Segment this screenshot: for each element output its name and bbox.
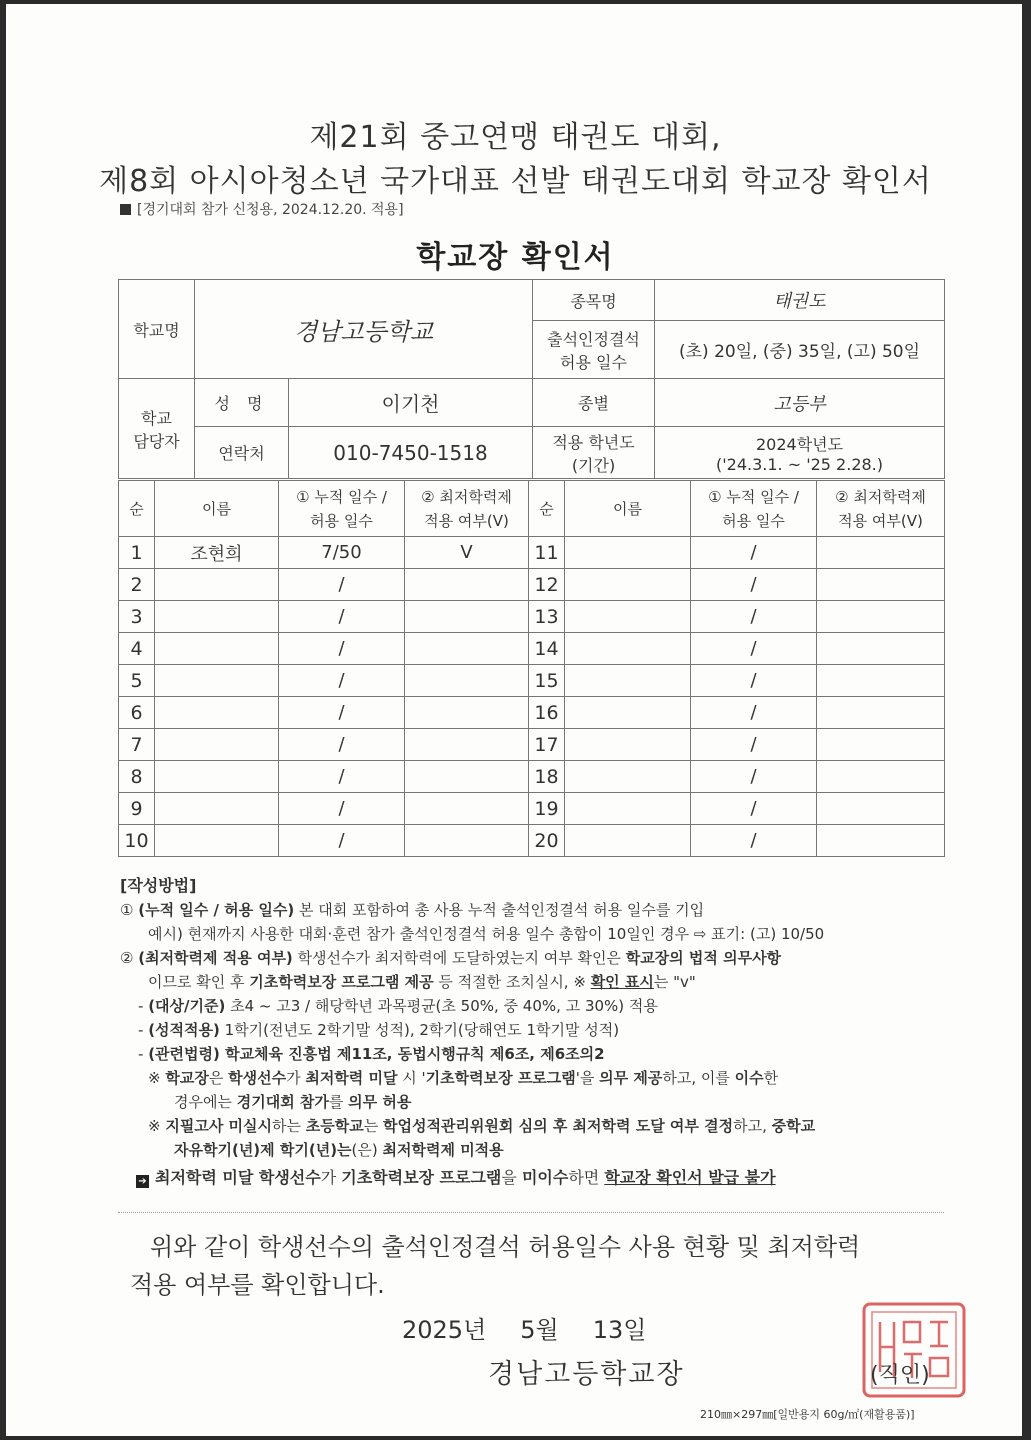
g-l8f: 최저학력 미달: [305, 1069, 398, 1087]
event-label: 종목명: [533, 280, 655, 321]
row-check: [405, 793, 529, 825]
row-days: /: [691, 729, 817, 761]
g-l11c: 최저학력제 미적용: [382, 1141, 504, 1159]
row-name: [565, 569, 691, 601]
writing-guide: [120, 874, 950, 1190]
row-days: 7/50: [279, 537, 405, 569]
row-name: [565, 729, 691, 761]
col-min-line1: ② 최저학력제: [421, 487, 512, 506]
school-label: 학교명: [119, 280, 195, 379]
row-check: [817, 793, 945, 825]
g-l10f: 학업성적관리위원회 심의 후 최저학력 도달 여부 결정: [382, 1117, 734, 1135]
row-no: 6: [119, 697, 155, 729]
g-l4d: 확인 표시: [590, 973, 654, 991]
row-days: /: [279, 697, 405, 729]
g-l8k: 하고, 이를: [662, 1069, 735, 1087]
row-no: 2: [119, 569, 155, 601]
col-min-line2: 적용 여부(V): [424, 511, 509, 530]
col-min: [405, 481, 529, 537]
confirmation-statement: [130, 1228, 950, 1304]
row-no: 7: [119, 729, 155, 761]
g-l12g: 학교장 확인서 발급 불가: [604, 1168, 776, 1187]
school-head: 경남고등학교장: [488, 1359, 685, 1390]
col-min-right: [817, 481, 945, 537]
row-check: [817, 697, 945, 729]
g-l3d: 학교장의 법적 의무사항: [625, 949, 782, 967]
row-days: /: [691, 665, 817, 697]
row-name: [155, 761, 279, 793]
row-no: 15: [529, 665, 565, 697]
row-check: [817, 537, 945, 569]
row-name: [155, 633, 279, 665]
g-l11b: (은): [351, 1141, 383, 1159]
g-l4b: 기초학력보장 프로그램 제공: [249, 973, 434, 991]
date-year: 2025년: [402, 1316, 487, 1344]
row-check: [405, 633, 529, 665]
row-no: 16: [529, 697, 565, 729]
row-name: [565, 537, 691, 569]
g-l5a: -: [138, 997, 149, 1015]
name-label: 성 명: [195, 379, 289, 427]
square-bullet-icon: [120, 204, 131, 215]
g-l12e: 미이수: [521, 1168, 569, 1187]
g-l9b: 경기대회 참가: [236, 1093, 329, 1111]
row-name: [155, 825, 279, 857]
absence-label-line1: 출석인정결석: [547, 329, 640, 349]
row-check: [405, 761, 529, 793]
g-l1b: (누적 일수 / 허용 일수): [138, 901, 295, 919]
g-l12f: 하면: [568, 1168, 605, 1187]
g-l10c: 하는: [272, 1117, 306, 1135]
g-l10d: 초등학교: [305, 1117, 364, 1135]
g-l11a: 자유학기(년)제 학기(년)는: [174, 1141, 352, 1159]
g-l10h: 중학교: [771, 1117, 816, 1135]
row-no: 8: [119, 761, 155, 793]
row-name: [565, 825, 691, 857]
row-check: [405, 665, 529, 697]
g-l8m: 한: [763, 1069, 779, 1087]
row-no: 1: [119, 537, 155, 569]
title-line-2: 제8회 아시아청소년 국가대표 선발 태권도대회 학교장 확인서: [99, 164, 932, 199]
row-name: [565, 793, 691, 825]
table-row: [119, 825, 945, 857]
paper-spec: 210㎜×297㎜[일반용지 60g/㎡(재활용품)]: [700, 1408, 915, 1421]
g-l5c: 초4 ~ 고3 / 해당학년 과목평균(초 50%, 중 40%, 고 30%) 적용: [225, 997, 658, 1015]
confirm-line-2: 적용 여부를 확인합니다.: [130, 1271, 385, 1299]
year-label-line2: (기간): [571, 455, 616, 475]
confirm-line-1: 위와 같이 학생선수의 출석인정결석 허용일수 사용 현황 및 최저학력: [150, 1233, 861, 1261]
contact-label: 연락처: [195, 427, 289, 479]
g-l3c: 학생선수가 최저학력에 도달하였는지 여부 확인은: [292, 949, 626, 967]
guide-law: [120, 1042, 950, 1066]
row-name: 조현희: [155, 537, 279, 569]
guide-note-2: [120, 1114, 950, 1138]
g-l4c: 등 적절한 조치실시, ※: [433, 973, 591, 991]
g-l5b: (대상/기준): [148, 997, 226, 1015]
manager-label: [119, 379, 195, 479]
col-name-right: 이름: [565, 481, 691, 537]
col-no: 순: [119, 481, 155, 537]
row-check: [817, 825, 945, 857]
row-days: /: [691, 537, 817, 569]
year-label-line1: 적용 학년도: [552, 432, 635, 452]
row-name: [155, 793, 279, 825]
col-days: [279, 481, 405, 537]
g-l4a: 이므로 확인 후: [148, 973, 250, 991]
row-check: [817, 601, 945, 633]
row-no: 20: [529, 825, 565, 857]
row-check: [817, 761, 945, 793]
row-check: [817, 665, 945, 697]
row-days: /: [691, 761, 817, 793]
title-line-1: 제21회 중고연맹 태권도 대회,: [309, 120, 722, 155]
col-days-right-line2: 허용 일수: [722, 511, 785, 530]
row-name: [565, 665, 691, 697]
table-row: [119, 761, 945, 793]
manager-label-line1: 학교: [141, 408, 172, 428]
g-l8i: '을: [575, 1069, 600, 1087]
school-name: 경남고등학교: [195, 280, 533, 379]
g-l8g: 시 ': [397, 1069, 426, 1087]
guide-example: 예시) 현재까지 사용한 대회·훈련 참가 출석인정결석 허용 일수 총합이 10일인 경우 ⇨ 표기: (고) 10/50: [148, 925, 825, 943]
row-days: /: [691, 825, 817, 857]
division-value: 고등부: [655, 379, 945, 427]
g-l10e: 는: [363, 1117, 383, 1135]
divider: [118, 1212, 944, 1213]
row-name: [565, 761, 691, 793]
g-l7b: (관련법령) 학교체육 진흥법 제11조, 동법시행규칙 제6조, 제6조의2: [148, 1045, 605, 1063]
table-row: [119, 601, 945, 633]
name-value: 이기천: [289, 379, 533, 427]
row-no: 17: [529, 729, 565, 761]
row-name: [155, 729, 279, 761]
year-value-line1: 2024학년도: [755, 434, 844, 454]
row-no: 10: [119, 825, 155, 857]
document-title: 학교장 확인서: [416, 240, 615, 275]
event-value: 태권도: [655, 280, 945, 321]
row-days: /: [279, 729, 405, 761]
roster-table: [118, 480, 945, 857]
absence-label-line2: 허용 일수: [560, 352, 627, 372]
g-l9c: 를: [328, 1093, 349, 1111]
g-l10a: ※: [148, 1117, 166, 1135]
g-l7a: -: [138, 1045, 149, 1063]
year-value: [655, 427, 945, 479]
row-days: /: [691, 569, 817, 601]
g-l12c: 기초학력보장 프로그램: [341, 1168, 502, 1187]
row-no: 3: [119, 601, 155, 633]
g-l3a: ②: [120, 949, 139, 967]
row-name: [565, 697, 691, 729]
table-row: [119, 569, 945, 601]
row-no: 18: [529, 761, 565, 793]
row-name: [565, 601, 691, 633]
division-label: 종별: [533, 379, 655, 427]
col-days-right: [691, 481, 817, 537]
row-no: 19: [529, 793, 565, 825]
g-l9d: 의무 허용: [348, 1093, 412, 1111]
g-l8d: 학생선수: [228, 1069, 287, 1087]
row-days: /: [279, 569, 405, 601]
g-l8l: 이수: [734, 1069, 764, 1087]
g-l8h: 기초학력보장 프로그램: [425, 1069, 576, 1087]
guide-item-2: [120, 946, 950, 970]
row-days: /: [279, 793, 405, 825]
note-text: [경기대회 참가 신청용, 2024.12.20. 적용]: [137, 202, 404, 218]
row-days: /: [279, 761, 405, 793]
row-no: 12: [529, 569, 565, 601]
table-row: [119, 633, 945, 665]
col-min-right-line1: ② 최저학력제: [835, 487, 926, 506]
row-name: [155, 601, 279, 633]
manager-label-line2: 담당자: [133, 431, 180, 451]
date-month: 5월: [520, 1316, 559, 1344]
contact-value: 010-7450-1518: [289, 427, 533, 479]
g-l8b: 학교장: [165, 1069, 209, 1087]
row-no: 4: [119, 633, 155, 665]
g-l12a: 최저학력 미달 학생선수: [155, 1168, 321, 1187]
row-check: [817, 633, 945, 665]
g-l4e: 는 "v": [653, 973, 696, 991]
g-l8j: 의무 제공: [599, 1069, 663, 1087]
seal-label: (직인): [870, 1363, 930, 1388]
guide-warning: [120, 1166, 950, 1190]
g-l6c: 1학기(전년도 2학기말 성적), 2학기(당해연도 1학기말 성적): [219, 1021, 620, 1039]
absence-label: [533, 321, 655, 379]
g-l1a: ①: [120, 901, 139, 919]
row-days: /: [279, 825, 405, 857]
guide-note-1: [120, 1066, 950, 1090]
g-l8e: 가: [286, 1069, 306, 1087]
table-row: [119, 697, 945, 729]
col-days-line1: ① 누적 일수 /: [296, 487, 387, 506]
row-days: /: [279, 633, 405, 665]
col-no-right: 순: [529, 481, 565, 537]
row-name: [565, 633, 691, 665]
row-check: [405, 729, 529, 761]
row-check: [405, 697, 529, 729]
row-name: [155, 569, 279, 601]
table-row: [119, 793, 945, 825]
g-l6b: (성적적용): [148, 1021, 220, 1039]
col-days-right-line1: ① 누적 일수 /: [708, 487, 799, 506]
table-row: [119, 729, 945, 761]
guide-grades: [120, 1018, 950, 1042]
row-days: /: [691, 633, 817, 665]
guide-item-1: [120, 898, 950, 922]
row-days: /: [691, 793, 817, 825]
year-label: [533, 427, 655, 479]
row-days: /: [279, 601, 405, 633]
guide-target: [120, 994, 950, 1018]
g-l10b: 지필고사 미실시: [165, 1117, 272, 1135]
guide-note-2-cont: [120, 1138, 950, 1162]
row-days: /: [279, 665, 405, 697]
row-check: [817, 729, 945, 761]
year-value-line2: ('24.3.1. ~ '25 2.28.): [716, 454, 884, 474]
row-no: 9: [119, 793, 155, 825]
g-l8a: ※: [148, 1069, 166, 1087]
g-l1c: 본 대회 포함하여 총 사용 누적 출석인정결석 허용 일수를 기입: [294, 901, 705, 919]
g-l12d: 을: [501, 1168, 522, 1187]
guide-note-1-cont: [120, 1090, 950, 1114]
col-min-right-line2: 적용 여부(V): [838, 511, 923, 530]
row-name: [155, 697, 279, 729]
guide-item-2-cont: [120, 970, 950, 994]
row-check: [817, 569, 945, 601]
row-check: V: [405, 537, 529, 569]
row-check: [405, 569, 529, 601]
row-no: 11: [529, 537, 565, 569]
row-no: 13: [529, 601, 565, 633]
g-l8c: 은: [208, 1069, 229, 1087]
g-l10g: 하고,: [733, 1117, 772, 1135]
row-no: 5: [119, 665, 155, 697]
absence-value: (초) 20일, (중) 35일, (고) 50일: [655, 321, 945, 379]
g-l6a: -: [138, 1021, 149, 1039]
table-row: [119, 665, 945, 697]
application-note: [120, 199, 404, 219]
row-no: 14: [529, 633, 565, 665]
arrow-box-icon: ➔: [136, 1175, 149, 1188]
info-table: [118, 279, 945, 479]
table-row: [119, 537, 945, 569]
col-name: 이름: [155, 481, 279, 537]
g-l3b: (최저학력제 적용 여부): [138, 949, 293, 967]
row-days: /: [691, 601, 817, 633]
guide-heading: [작성방법]: [120, 876, 197, 895]
col-days-line2: 허용 일수: [310, 511, 373, 530]
row-check: [405, 825, 529, 857]
row-check: [405, 601, 529, 633]
g-l12b: 가: [320, 1168, 342, 1187]
row-days: /: [691, 697, 817, 729]
g-l9a: 경우에는: [174, 1093, 237, 1111]
roster-header-row: [119, 481, 945, 537]
row-name: [155, 665, 279, 697]
date-day: 13일: [592, 1316, 647, 1344]
issue-date: [402, 1310, 646, 1345]
